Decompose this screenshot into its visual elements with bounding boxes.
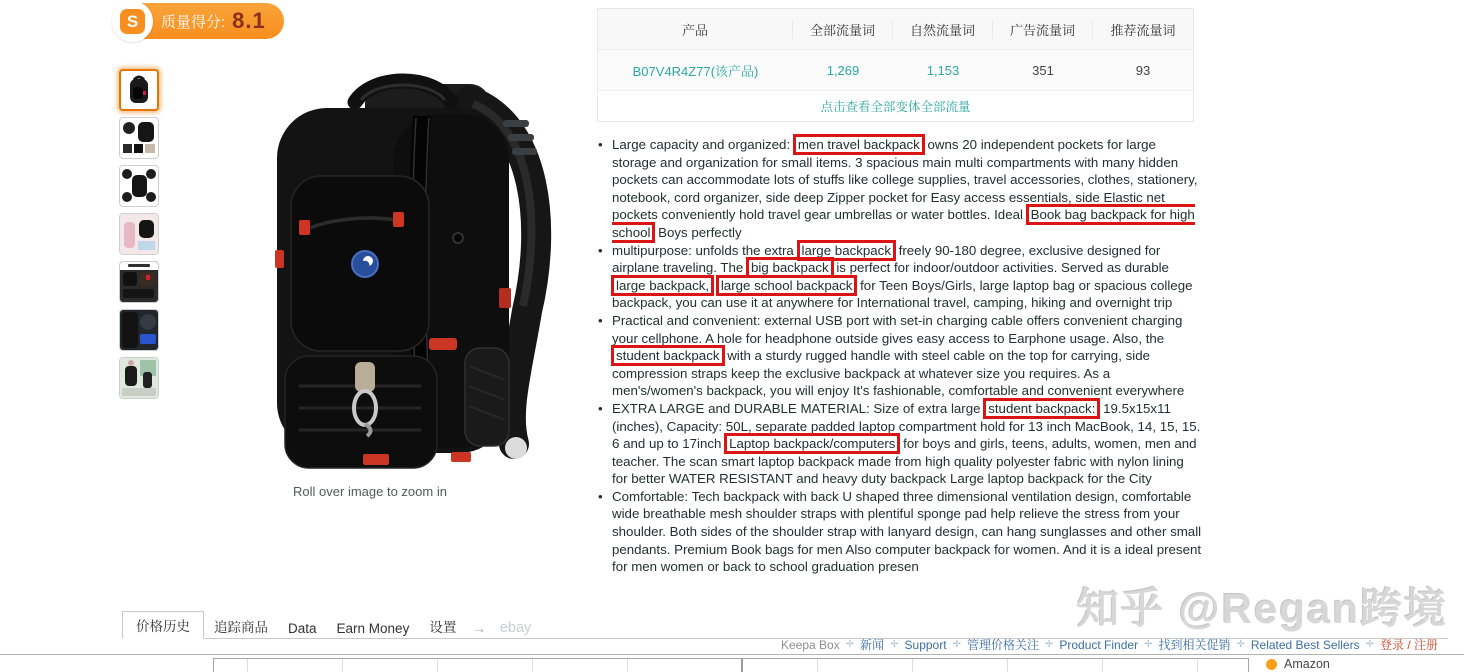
bullet-text: Large capacity and organized: (612, 137, 794, 152)
keyword-highlight-box: student backpack: (983, 398, 1100, 419)
col-header-organic-traffic: 自然流量词 (893, 20, 993, 39)
separator-icon: ✛ (890, 639, 899, 650)
sellersprite-logo-icon (112, 1, 153, 42)
bullet-item-5 (597, 488, 1203, 576)
bullet-text: Comfortable: Tech backpack with back U shaped three dimensional ventilation design, comfortable wide breathable mesh shoulder straps with plentiful sponge pad help relieve the stress from your shoulder. Both sides of the shoulder strap with lanyard design, can hang sunglasses and other small pendants. Premium Book bags for men Also computer backpack for women. And it is a ideal present for men women or back to school graduation presen (612, 488, 1202, 575)
quality-score-label: 质量得分: (161, 13, 226, 31)
amazon-legend-dot-icon (1266, 659, 1277, 670)
tab-track-product[interactable]: 追踪商品 (214, 620, 268, 635)
bullet-text: multipurpose: unfolds the extra (612, 242, 798, 258)
separator-icon: ✛ (1365, 639, 1374, 650)
table-row (598, 49, 1193, 90)
asin-link[interactable]: B07V4R4Z77(该产品) (632, 63, 759, 79)
keyword-highlight-box: men travel backpack (793, 134, 925, 155)
bullet-text: 19.5x15x11 (inches), Capacity: 50L, separate padded laptop compartment hold for 13 inch MacBook, 14, 15, 15. 6 and up to 17inch (612, 400, 1201, 452)
keyword-highlight-box: student backpack (611, 345, 725, 366)
link-product-finder[interactable]: Product Finder (1059, 637, 1139, 652)
arrow-icon: → (472, 621, 486, 636)
keepa-box-label: Keepa Box (781, 637, 840, 652)
link-manage-price-watch[interactable]: 管理价格关注 (966, 638, 1039, 652)
bullet-text: Practical and convenient: external USB port with set-in charging cable offers convenient charging your cellphone. A hole for headphone outside gives easy access to Earphone usage. Also, the (612, 312, 1183, 346)
col-header-product: 产品 (598, 20, 793, 39)
quality-score-value: 8.1 (232, 8, 266, 33)
login-register-link[interactable]: 登录 / 注册 (1379, 638, 1438, 652)
tab-settings[interactable]: 设置 (429, 620, 457, 635)
keyword-highlight-box: large school backpack (716, 275, 858, 296)
all-traffic-value: 1,269 (826, 62, 860, 78)
thumbnail-4-lifestyle-model[interactable] (119, 213, 159, 255)
table-header-row (598, 9, 1193, 49)
bullet-text: with a sturdy rugged handle with steel cable on the top for carrying, side compression straps keep the exclusive backpack at whatever size you requires. As a men's/women's backpack, you will enjoy It's fashionable, comfortable and convenient everywhere (612, 348, 1185, 399)
bullet-text: is perfect for indoor/outdoor activities. Served as durable (832, 260, 1169, 276)
thumbnail-3-detail-callouts[interactable] (119, 165, 159, 207)
bullet-item-2 (597, 242, 1203, 312)
bullet-text: Boys perfectly (654, 224, 742, 240)
zoom-hint-text: Roll over image to zoom in (293, 484, 447, 499)
ad-traffic-value: 351 (1032, 62, 1054, 78)
product-bullet-list (597, 136, 1203, 576)
keyword-highlight-box: large backpack (797, 240, 896, 261)
watermark: 知乎 @Regan跨境 (1077, 585, 1448, 632)
logo-letter: S (120, 9, 145, 34)
bullet-item-4 (597, 400, 1203, 488)
bottom-divider (0, 654, 1464, 655)
amazon-legend-label: Amazon (1284, 657, 1330, 671)
tab-ebay[interactable]: ebay (499, 620, 532, 636)
chart-legend (1266, 657, 1330, 671)
keepa-chart[interactable] (213, 658, 1249, 672)
organic-traffic-value: 1,153 (926, 62, 960, 78)
bullet-item-1 (597, 136, 1203, 242)
link-related-best-sellers[interactable]: Related Best Sellers (1250, 637, 1360, 652)
link-related-deals[interactable]: 找到相关促销 (1158, 638, 1231, 652)
keyword-highlight-box: Laptop backpack/computers (724, 433, 900, 454)
thumbnail-6-back-panel-usb[interactable] (119, 309, 159, 351)
thumbnail-column (119, 69, 163, 405)
col-header-all-traffic: 全部流量词 (793, 20, 893, 39)
tab-earn-money[interactable]: Earn Money (336, 621, 410, 636)
separator-icon: ✛ (845, 639, 855, 650)
keyword-highlight-box: Book bag backpack for high school (612, 204, 1195, 243)
thumbnail-1-backpack-front[interactable] (119, 69, 159, 111)
col-header-ad-traffic: 广告流量词 (993, 20, 1093, 39)
separator-icon: ✛ (1236, 639, 1245, 650)
bullet-text: owns 20 independent pockets for large storage and organization for small items. 3 spacious main multi compartments with many hidden pockets can accommodate lots of stuffs like college supplies, travel accessories, clothes, stationery, notebook, cord organizer, side deep Zipper pocket for Easy access essentials, side Elastic net pockets conveniently hold travel gear umbrellas or water bottles. Ideal (612, 137, 1198, 223)
bullet-text: freely 90-180 degree, exclusive designed for airplane traveling. The (612, 242, 1161, 276)
tab-price-history[interactable]: 价格历史 (122, 611, 204, 639)
col-header-recommended-traffic: 推荐流量词 (1110, 22, 1176, 38)
separator-icon: ✛ (952, 639, 961, 650)
quality-score-badge (113, 3, 284, 39)
bullet-text: for Teen Boys/Girls, large laptop bag or spacious college backpack, you can use it at anywhere for International travel, camping, hiking and overnight trip (612, 277, 1193, 311)
keepa-links-row (781, 636, 1438, 653)
link-news[interactable]: 新闻 (860, 638, 885, 652)
keyword-highlight-box: big backpack (746, 257, 834, 278)
separator-icon: ✛ (1044, 639, 1054, 650)
thumbnail-5-large-capacity-collage[interactable] (119, 261, 159, 303)
bullet-text: for boys and girls, teens, adults, women, men and teacher. The scan smart laptop backpack made from high quality polyester fabric with nylon lining for better WATER RESISTANT and heavy duty backpack Large laptop backpack for the City (612, 436, 1197, 487)
recommended-traffic-value: 93 (1135, 62, 1151, 78)
bullet-text: EXTRA LARGE and DURABLE MATERIAL: Size of extra large (612, 400, 985, 416)
thumbnail-7-outdoor-lifestyle[interactable] (119, 357, 159, 399)
main-product-image[interactable] (215, 56, 565, 478)
thumbnail-2-feature-collage[interactable] (119, 117, 159, 159)
view-all-variants-link[interactable]: 点击查看全部变体全部流量 (820, 100, 971, 114)
separator-icon: ✛ (1144, 639, 1153, 650)
bullet-item-3 (597, 312, 1203, 400)
tab-data[interactable]: Data (288, 621, 317, 636)
keyword-highlight-box: large backpack, (611, 275, 714, 296)
traffic-words-table (597, 8, 1194, 122)
link-support[interactable]: Support (904, 637, 947, 652)
